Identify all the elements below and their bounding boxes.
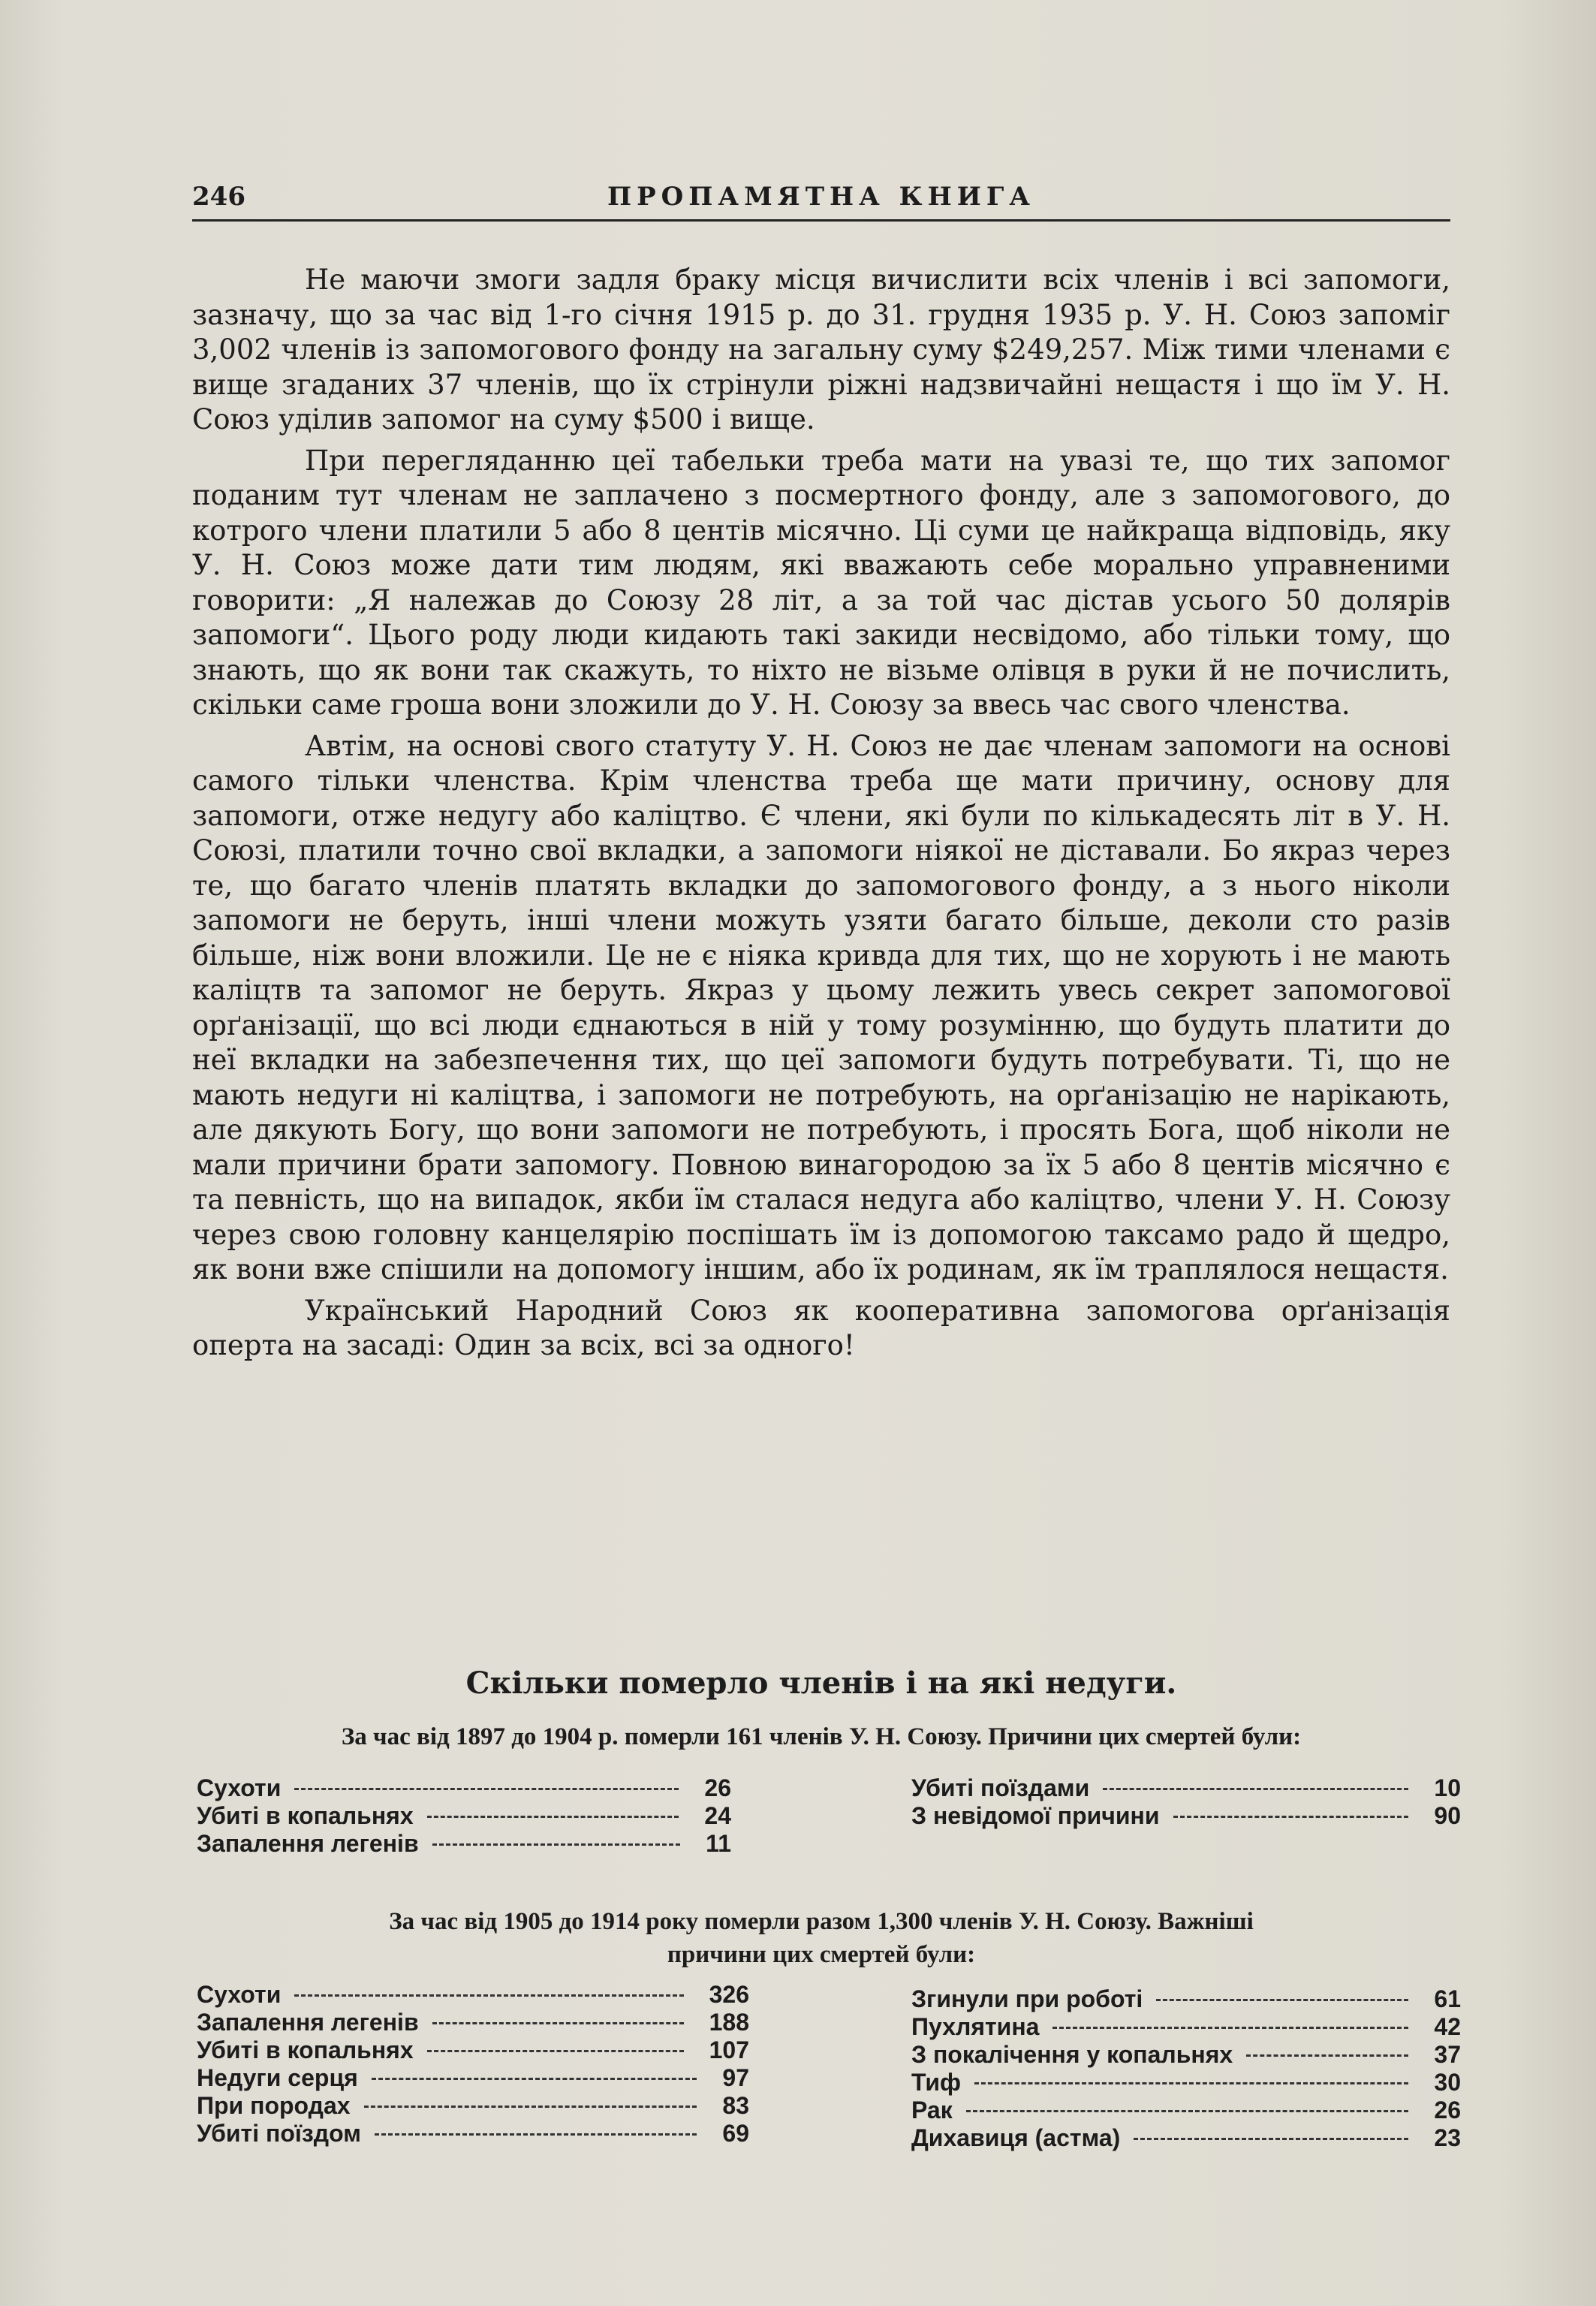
cause-label: Дихавиця (астма) bbox=[911, 2124, 1121, 2151]
leader-line bbox=[432, 1843, 681, 1846]
cause-label: Рак bbox=[911, 2097, 953, 2124]
running-title: ПРОПАМЯТНА КНИГА bbox=[607, 182, 1035, 212]
leader-line bbox=[1134, 2138, 1408, 2140]
cause-label: Запалення легенів bbox=[197, 1830, 419, 1857]
death-count: 23 bbox=[1434, 2124, 1461, 2151]
leader-line bbox=[1246, 2054, 1408, 2057]
leader-line bbox=[1173, 1816, 1409, 1818]
cause-label: Пухлятина bbox=[911, 2013, 1040, 2040]
leader-line bbox=[294, 1788, 679, 1790]
stat-row bbox=[197, 1830, 731, 1858]
death-count: 26 bbox=[1434, 2097, 1461, 2124]
stat-row bbox=[197, 2120, 749, 2148]
death-count: 90 bbox=[1434, 1802, 1461, 1829]
header-rule bbox=[192, 219, 1450, 222]
death-count: 26 bbox=[704, 1774, 731, 1801]
leader-line bbox=[427, 1816, 679, 1818]
stat-row bbox=[911, 2069, 1461, 2097]
period2-left-list bbox=[197, 1981, 749, 2148]
stat-row bbox=[197, 1774, 731, 1802]
death-count: 11 bbox=[706, 1830, 731, 1857]
paragraph: Український Народний Союз як кооперативна запомогова орґанізація оперта на засаді: Один за всіх, всі за одного! bbox=[192, 1294, 1450, 1361]
leader-line bbox=[974, 2082, 1408, 2084]
cause-label: Убиті в копальнях bbox=[197, 2036, 414, 2063]
page-header bbox=[192, 177, 1450, 222]
cause-label: Убиті поїздом bbox=[197, 2120, 361, 2147]
death-count: 42 bbox=[1434, 2013, 1461, 2040]
leader-line bbox=[364, 2106, 697, 2108]
cause-label: З невідомої причини bbox=[911, 1802, 1160, 1829]
stat-row bbox=[911, 1774, 1461, 1802]
stat-row bbox=[911, 2124, 1461, 2152]
period2-right-list bbox=[911, 1985, 1461, 2152]
stat-row bbox=[197, 2064, 749, 2092]
cause-label: Недуги серця bbox=[197, 2064, 358, 2091]
leader-line bbox=[294, 1994, 683, 1997]
leader-line bbox=[375, 2133, 697, 2136]
death-count: 188 bbox=[709, 2009, 749, 2036]
death-count: 61 bbox=[1434, 1985, 1461, 2012]
leader-line bbox=[372, 2078, 697, 2080]
cause-label: Тиф bbox=[911, 2069, 961, 2096]
death-count: 10 bbox=[1434, 1774, 1461, 1801]
period2-heading-line2: причини цих смертей були: bbox=[667, 1941, 976, 1968]
stat-row bbox=[911, 1985, 1461, 2013]
leader-line bbox=[1103, 1788, 1408, 1790]
leader-line bbox=[1052, 2027, 1408, 2029]
stat-row bbox=[911, 2041, 1461, 2069]
stat-row bbox=[911, 2013, 1461, 2041]
death-count: 37 bbox=[1434, 2041, 1461, 2068]
period1-heading: За час від 1897 до 1904 р. померли 161 членів У. Н. Союзу. Причини цих смертей були: bbox=[341, 1723, 1302, 1750]
cause-label: Сухоти bbox=[197, 1774, 282, 1801]
period1-right-list bbox=[911, 1774, 1461, 1830]
cause-label: Сухоти bbox=[197, 1981, 282, 2008]
stat-row bbox=[911, 1802, 1461, 1830]
period2-heading-line1: За час від 1905 до 1914 року померли разом 1,300 членів У. Н. Союзу. Важніші bbox=[389, 1908, 1254, 1935]
death-count: 97 bbox=[722, 2064, 749, 2091]
paragraph: При перегляданню цеї табельки треба мати на увазі те, що тих запомог поданим тут членам не заплачено з посмертного фонду, але з запомогового, до котрого члени платили 5 або 8 центів місячно. Ці суми це найкраща відповідь, яку У. Н. Союз може дати тим людям, які вважають себе морально управненими говорити: „Я належав до Союзу 28 літ, а за той час дістав усього 50 долярів запомоги“. Цього роду люди кидають такі закиди несвідомо, або тільки тому, що знають, що як вони так скажуть, то ніхто не візьме олівця в руки й не почислить, скільки саме гроша вони зложили до У. Н. Союзу за ввесь час свого членства. bbox=[192, 444, 1450, 721]
main-text bbox=[192, 263, 1450, 1364]
cause-label: Згинули при роботі bbox=[911, 1985, 1143, 2012]
period2-heading bbox=[192, 1905, 1450, 1971]
stat-row bbox=[197, 1981, 749, 2009]
leader-line bbox=[966, 2110, 1409, 2112]
death-count: 83 bbox=[722, 2092, 749, 2119]
leader-line bbox=[1156, 1999, 1408, 2001]
stat-row bbox=[197, 2009, 749, 2036]
paragraph: Автім, на основі свого статуту У. Н. Союз не дає членам запомоги на основі самого тільки членства. Крім членства треба ще мати причину, основу для запомоги, отже недугу або каліцтво. Є члени, які були по кількадесять літ в У. Н. Союзі, платили точно свої вкладки, а запомоги ніякої не діставали. Бо якраз через те, що багато членів платять вкладки до запомогового фонду, а з нього ніколи запомоги не беруть, інші члени можуть узяти багато більше, деколи сто разів більше, ніж вони вложили. Це не є ніяка кривда для тих, що не хорують і не мають каліцтв та запомог не беруть. Якраз у цьому лежить увесь секрет запомогової орґанізації, що всі люди єднаються в ній у тому розумінню, що будуть платити до неї вкладки на забезпечення тих, що цеї запомоги будуть потребувати. Ті, що не мають недуги ні каліцтва, і запомоги не потребують, на орґанізацію не нарікають, але дякують Богу, що вони запомоги не потребують, і просять Бога, щоб ніколи не мали причини брати запомогу. Повною винагородою за їх 5 або 8 центів місячно є та певність, що на випадок, якби їм сталася недуга або каліцтво, члени У. Н. Союзу через свою головну канцелярію поспішать їм із допомогою таксамо радо й щедро, як вони вже спішили на допомогу іншим, або їх родинам, як їм траплялося нещастя. bbox=[192, 729, 1450, 1286]
cause-label: Убиті в копальнях bbox=[197, 1802, 414, 1829]
stat-row bbox=[197, 1802, 731, 1830]
death-count: 107 bbox=[709, 2036, 749, 2063]
cause-label: Убиті поїздами bbox=[911, 1774, 1090, 1801]
leader-line bbox=[432, 2022, 684, 2024]
stat-row bbox=[197, 2092, 749, 2120]
cause-label: Запалення легенів bbox=[197, 2009, 419, 2036]
leader-line bbox=[427, 2050, 684, 2052]
death-count: 30 bbox=[1434, 2069, 1461, 2096]
death-count: 326 bbox=[709, 1981, 749, 2008]
period1-left-list bbox=[197, 1774, 731, 1858]
cause-label: З покалічення у копальнях bbox=[911, 2041, 1233, 2068]
cause-label: При породах bbox=[197, 2092, 351, 2119]
stat-row bbox=[197, 2036, 749, 2064]
stats-title: Скільки померло членів і на які недуги. bbox=[465, 1665, 1177, 1701]
page-number: 246 bbox=[192, 182, 245, 212]
death-count: 69 bbox=[722, 2120, 749, 2147]
stat-row bbox=[911, 2097, 1461, 2124]
paragraph: Не маючи змоги задля браку місця вичислити всіх членів і всі запомоги, зазначу, що за час від 1-го січня 1915 р. до 31. грудня 1935 р. У. Н. Союз запоміг 3,002 членів із запомогового фонду на загальну суму $249,257. Між тими членами є вище згаданих 37 членів, що їх стрінули ріжні надзвичайні нещастя і що їм У. Н. Союз уділив запомог на суму $500 і вище. bbox=[192, 264, 1450, 436]
death-count: 24 bbox=[704, 1802, 731, 1829]
